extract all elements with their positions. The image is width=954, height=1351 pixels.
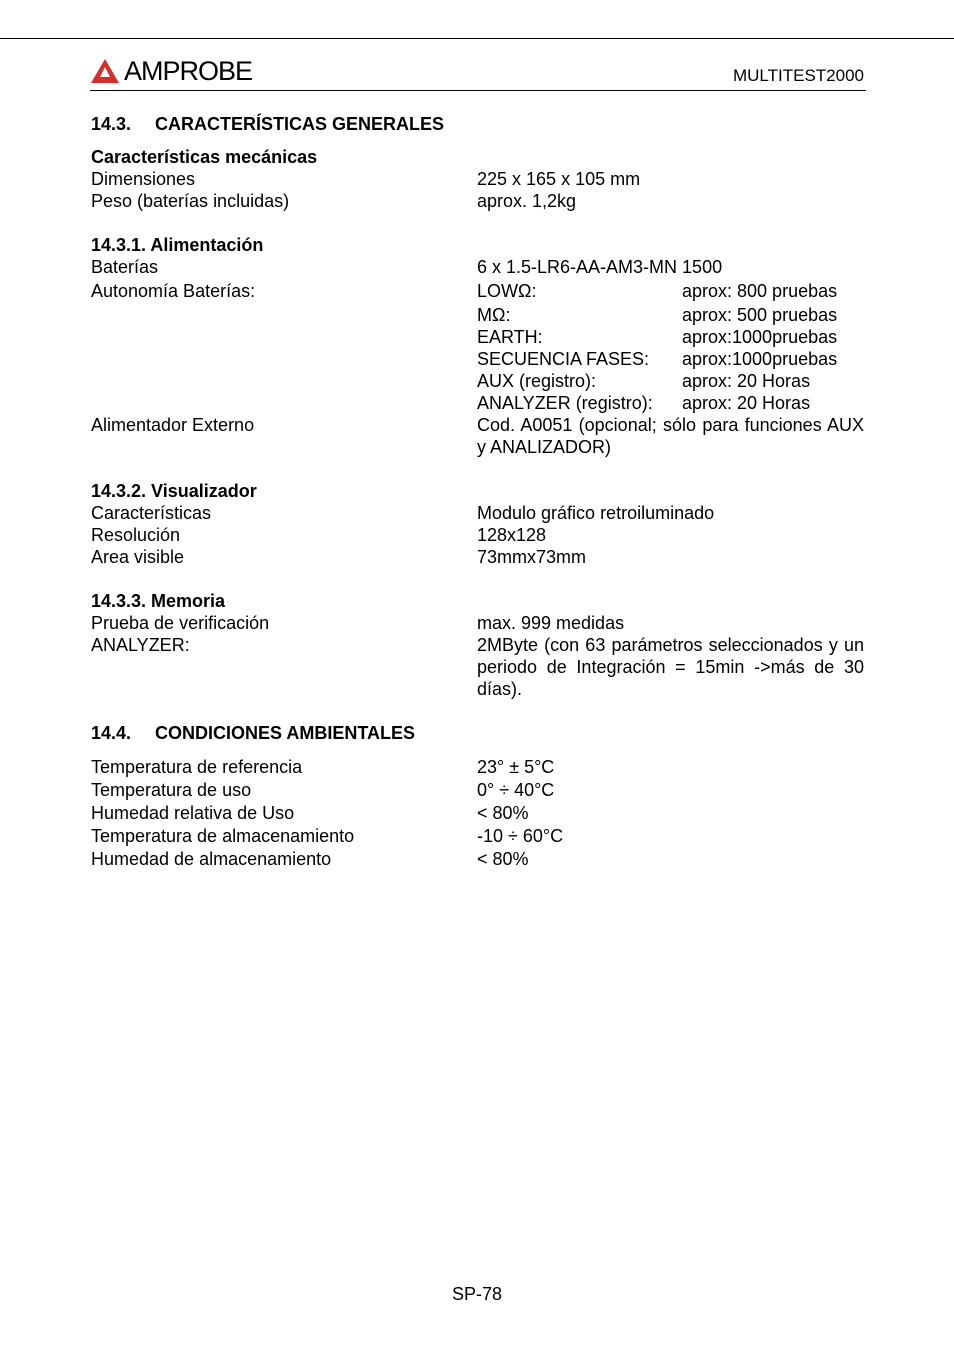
spec-row [91,256,864,278]
autonomy-mode: AUX (registro): [477,371,597,391]
spec-value: < 80% [477,803,529,823]
spec-row [91,825,864,847]
spec-value: Modulo gráfico retroiluminado [477,503,715,523]
autonomy-mode: SECUENCIA FASES: [477,349,650,369]
spec-row [91,502,864,524]
page-content [91,113,864,870]
spec-value: max. 999 medidas [477,613,625,633]
autonomy-item [477,370,864,392]
spec-row [91,634,864,700]
spec-label: Resolución [91,525,181,545]
spec-row [91,802,864,824]
spec-row [91,848,864,870]
page-number: SP-78 [451,1284,503,1304]
section-title: CONDICIONES AMBIENTALES [155,723,416,743]
autonomy-value: aprox: 800 pruebas [682,281,838,301]
autonomy-value: aprox: 500 pruebas [682,305,838,325]
spec-value: aprox. 1,2kg [477,191,577,211]
spec-value: 128x128 [477,525,547,545]
spec-row [91,414,864,458]
spec-label: Dimensiones [91,169,196,189]
spec-value: Cod. A0051 (opcional; sólo para funciones AUX y ANALIZADOR) [477,415,864,457]
section-number: 14.4. [91,723,132,743]
section-heading-environment [91,722,864,744]
spec-label: Temperatura de uso [91,780,252,800]
spec-label: Características [91,503,212,523]
spec-value: 2MByte (con 63 parámetros seleccionados y un periodo de Integración = 15min ->más de 30 días). [477,635,864,699]
spec-row [91,168,864,190]
spec-label: Area visible [91,547,185,567]
spec-value: -10 ÷ 60°C [477,826,564,846]
subheading-mechanical: Características mecánicas [91,147,318,167]
autonomy-mode: ANALYZER (registro): [477,393,653,413]
spec-row [91,524,864,546]
section-heading-general [91,113,864,135]
autonomy-item [477,348,864,370]
warning-triangle-icon [90,58,120,84]
spec-label: Humedad relativa de Uso [91,803,295,823]
spec-value: < 80% [477,849,529,869]
spec-label: Baterías [91,257,159,277]
spec-label: Humedad de almacenamiento [91,849,332,869]
spec-row [91,546,864,568]
brand-logo [90,55,252,87]
spec-label: Peso (baterías incluidas) [91,191,290,211]
spec-label: Alimentador Externo [91,415,255,435]
page-header [90,52,866,91]
spec-row [91,190,864,212]
autonomy-item [477,326,864,348]
autonomy-item [477,392,864,414]
spec-label: Temperatura de referencia [91,757,303,777]
autonomy-mode: MΩ: [477,305,511,325]
brand-name: AMPROBE [124,55,253,86]
section-title: CARACTERÍSTICAS GENERALES [155,114,445,134]
spec-label: Prueba de verificación [91,613,270,633]
subheading-display: 14.3.2. Visualizador [91,481,257,501]
spec-row [91,779,864,801]
spec-value: 23° ± 5°C [477,757,555,777]
spec-label: Temperatura de almacenamiento [91,826,355,846]
autonomy-value: aprox: 20 Horas [682,371,811,391]
autonomy-value: aprox: 20 Horas [682,393,811,413]
subheading-power: 14.3.1. Alimentación [91,235,264,255]
section-number: 14.3. [91,114,132,134]
spec-value: 73mmx73mm [477,547,587,567]
top-rule [0,38,954,39]
autonomy-item [477,280,864,302]
autonomy-mode: LOWΩ: [477,281,537,301]
autonomy-item [477,304,864,326]
spec-label: Autonomía Baterías: [91,281,256,301]
autonomy-value: aprox:1000pruebas [682,327,838,347]
spec-label: ANALYZER: [91,635,190,655]
spec-value: 225 x 165 x 105 mm [477,169,641,189]
model-name: MULTITEST2000 [732,66,864,85]
spec-value: 0° ÷ 40°C [477,780,555,800]
autonomy-mode: EARTH: [477,327,543,347]
spec-value: 6 x 1.5-LR6-AA-AM3-MN 1500 [477,257,723,277]
autonomy-value: aprox:1000pruebas [682,349,838,369]
spec-row [91,756,864,778]
autonomy-list [477,280,864,414]
subheading-memory: 14.3.3. Memoria [91,591,226,611]
spec-row [91,612,864,634]
autonomy-row [91,280,864,414]
